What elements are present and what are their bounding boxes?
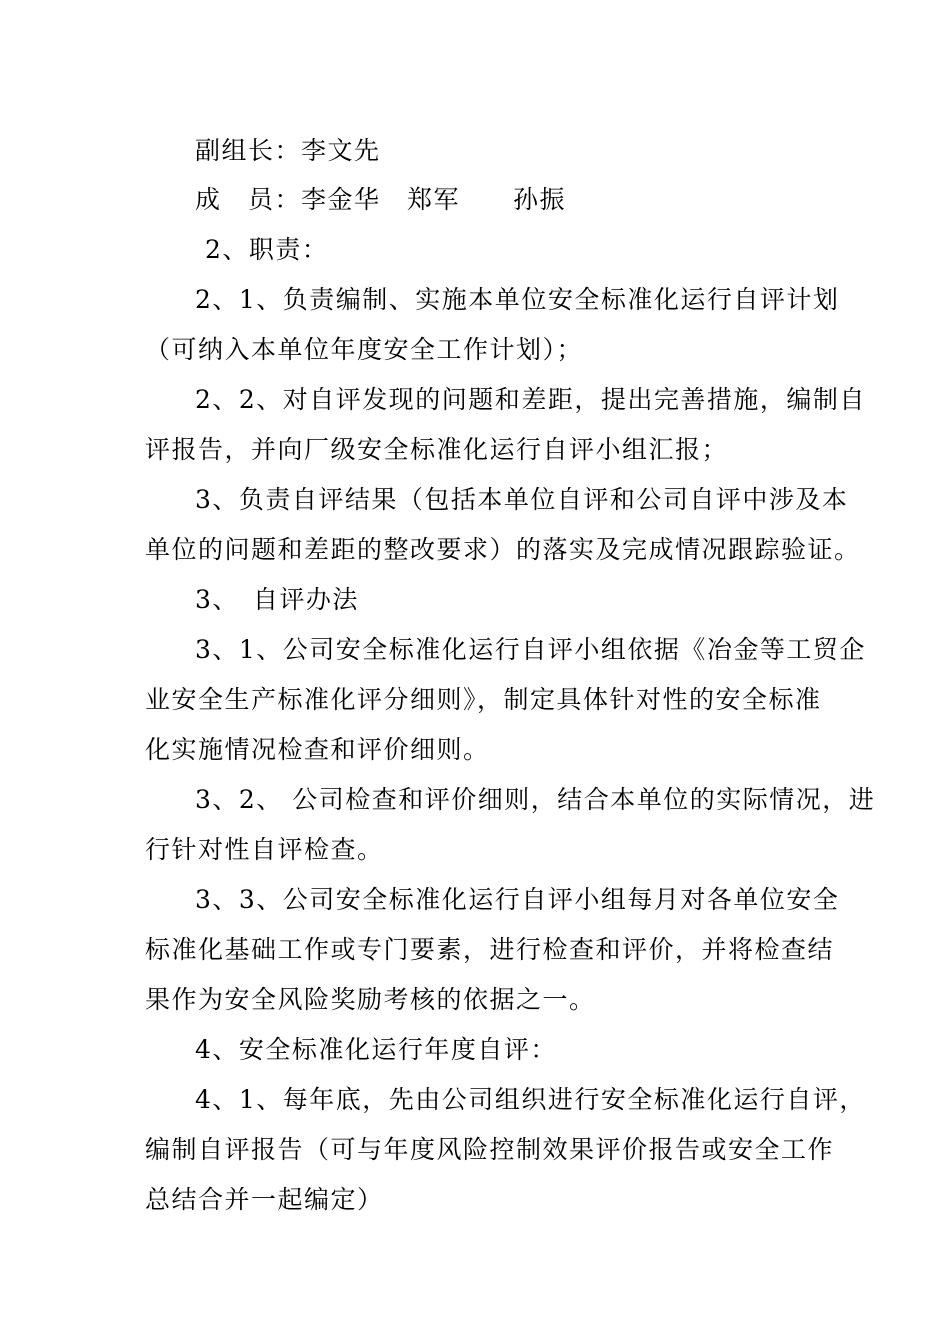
paragraph-line: 行针对性自评检查。 (145, 835, 384, 864)
paragraph-line: 果作为安全风险奖励考核的依据之一。 (145, 985, 596, 1014)
deputy-leader-line: 副组长：李文先 (195, 136, 381, 165)
paragraph-line: 总结合并一起编定） (145, 1185, 384, 1214)
paragraph-line: 2、2、对自评发现的问题和差距，提出完善措施，编制自 (195, 385, 866, 414)
section-heading-method: 3、 自评办法 (195, 585, 359, 614)
paragraph-line: 3、负责自评结果（包括本单位自评和公司自评中涉及本 (195, 485, 849, 514)
paragraph-line: 编制自评报告（可与年度风险控制效果评价报告或安全工作 (145, 1135, 835, 1164)
paragraph-line: 单位的问题和差距的整改要求）的落实及完成情况跟踪验证。 (145, 535, 861, 564)
section-heading-annual-review: 4、安全标准化运行年度自评： (195, 1035, 557, 1064)
paragraph-line: 3、3、公司安全标准化运行自评小组每月对各单位安全 (195, 885, 840, 914)
paragraph-line: 2、1、负责编制、实施本单位安全标准化运行自评计划 (195, 285, 840, 314)
paragraph-line: 3、1、公司安全标准化运行自评小组依据《冶金等工贸企 (195, 635, 866, 664)
paragraph-line: 化实施情况检查和评价细则。 (145, 735, 490, 764)
paragraph-line: 标准化基础工作或专门要素，进行检查和评价，并将检查结 (145, 935, 835, 964)
paragraph-line: 业安全生产标准化评分细则》，制定具体针对性的安全标准 (145, 685, 822, 714)
section-heading-duties: 2、职责： (205, 235, 329, 264)
members-line: 成 员：李金华 郑军 孙振 (195, 185, 567, 214)
paragraph-line: 3、2、 公司检查和评价细则，结合本单位的实际情况，进 (195, 785, 876, 814)
paragraph-line: 4、1、每年底，先由公司组织进行安全标准化运行自评， (195, 1085, 866, 1114)
paragraph-line: （可纳入本单位年度安全工作计划）； (145, 335, 584, 364)
paragraph-line: 评报告，并向厂级安全标准化运行自评小组汇报； (145, 435, 729, 464)
